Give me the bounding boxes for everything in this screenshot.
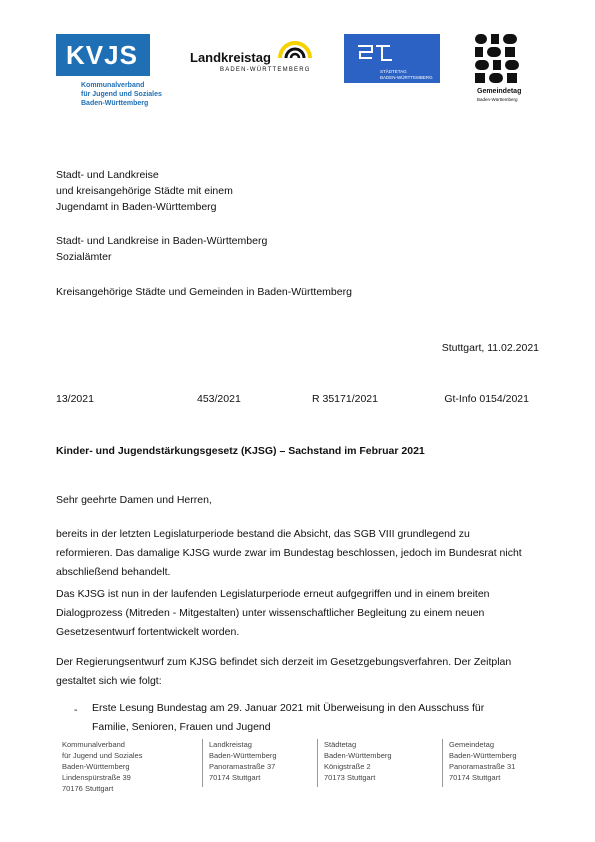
salutation: Sehr geehrte Damen und Herren, bbox=[56, 494, 212, 506]
letter-date: Stuttgart, 11.02.2021 bbox=[441, 342, 539, 354]
footer-kvjs-address: Kommunalverband für Jugend und Soziales Baden-Württemberg Lindenspürstraße 39 70176 Stuttgart bbox=[62, 740, 143, 793]
landkreistag-arc-icon bbox=[278, 34, 312, 58]
reference-staedtetag: R 35171/2021 bbox=[312, 393, 378, 405]
gemeindetag-pattern-icon bbox=[475, 34, 525, 84]
recipient-group-1: Stadt- und Landkreise und kreisangehörige Städte mit einem Jugendamt in Baden-Württemberg bbox=[56, 169, 233, 213]
gemeindetag-logo-name: Gemeindetag bbox=[477, 88, 522, 95]
recipient-group-2: Stadt- und Landkreise in Baden-Württemberg Sozialämter bbox=[56, 235, 268, 263]
kvjs-logo-box bbox=[56, 34, 150, 76]
reference-gemeindetag: Gt-Info 0154/2021 bbox=[444, 393, 529, 405]
staedtetag-logo-subtitle: STÄDTETAG BADEN-WÜRTTEMBERG bbox=[380, 69, 433, 80]
reference-kvjs: 13/2021 bbox=[56, 393, 94, 405]
landkreistag-logo bbox=[190, 34, 312, 76]
bullet-item-1: Erste Lesung Bundestag am 29. Januar 2021 mit Überweisung in den Ausschuss für Familie, Senioren, Frauen und Jugend bbox=[92, 702, 485, 733]
landkreistag-logo-name: Landkreistag bbox=[190, 50, 271, 65]
kvjs-logo-subtitle: Kommunalverband für Jugend und Soziales Baden-Württemberg bbox=[81, 82, 162, 107]
reference-landkreistag: 453/2021 bbox=[197, 393, 241, 405]
gemeindetag-logo bbox=[473, 34, 529, 106]
landkreistag-logo-subtitle: BADEN-WÜRTTEMBERG bbox=[220, 67, 311, 73]
paragraph-3: Der Regierungsentwurf zum KJSG befindet sich derzeit im Gesetzgebungsverfahren. Der Zeitplan gestaltet sich wie folgt: bbox=[56, 656, 512, 687]
footer-gemeindetag-address: Gemeindetag Baden-Württemberg Panoramastraße 31 70174 Stuttgart bbox=[442, 739, 517, 787]
paragraph-1: bereits in der letzten Legislaturperiode bestand die Absicht, das SGB VIII grundlegend zu reformieren. Das damalige KJSG wurde zwar im Bundestag beschlossen, jedoch im Bundesrat nicht abschließend behandelt. bbox=[56, 528, 522, 578]
footer-landkreistag-address: Landkreistag Baden-Württemberg Panoramastraße 37 70174 Stuttgart bbox=[202, 739, 277, 787]
paragraph-2: Das KJSG ist nun in der laufenden Legislaturperiode erneut aufgegriffen und in einem breiten Dialogprozess (Mitreden - Mitgestalten) unter wissenschaftlicher Begleitung zu einem neuen Gesetzesentwurf fortentwickelt worden. bbox=[56, 588, 490, 638]
staedtetag-logo bbox=[344, 34, 440, 83]
kvjs-logo-mark: KVJS bbox=[66, 40, 138, 70]
bullet-dash: - bbox=[74, 704, 78, 716]
gemeindetag-logo-subtitle: Baden-Württemberg bbox=[477, 97, 518, 102]
recipient-group-3: Kreisangehörige Städte und Gemeinden in Baden-Württemberg bbox=[56, 286, 352, 298]
staedtetag-st-icon bbox=[356, 42, 396, 66]
letter-subject: Kinder- und Jugendstärkungsgesetz (KJSG) – Sachstand im Februar 2021 bbox=[56, 445, 425, 457]
footer-staedtetag-address: Städtetag Baden-Württemberg Königstraße 2 70173 Stuttgart bbox=[317, 739, 392, 787]
kvjs-logo bbox=[56, 34, 160, 108]
